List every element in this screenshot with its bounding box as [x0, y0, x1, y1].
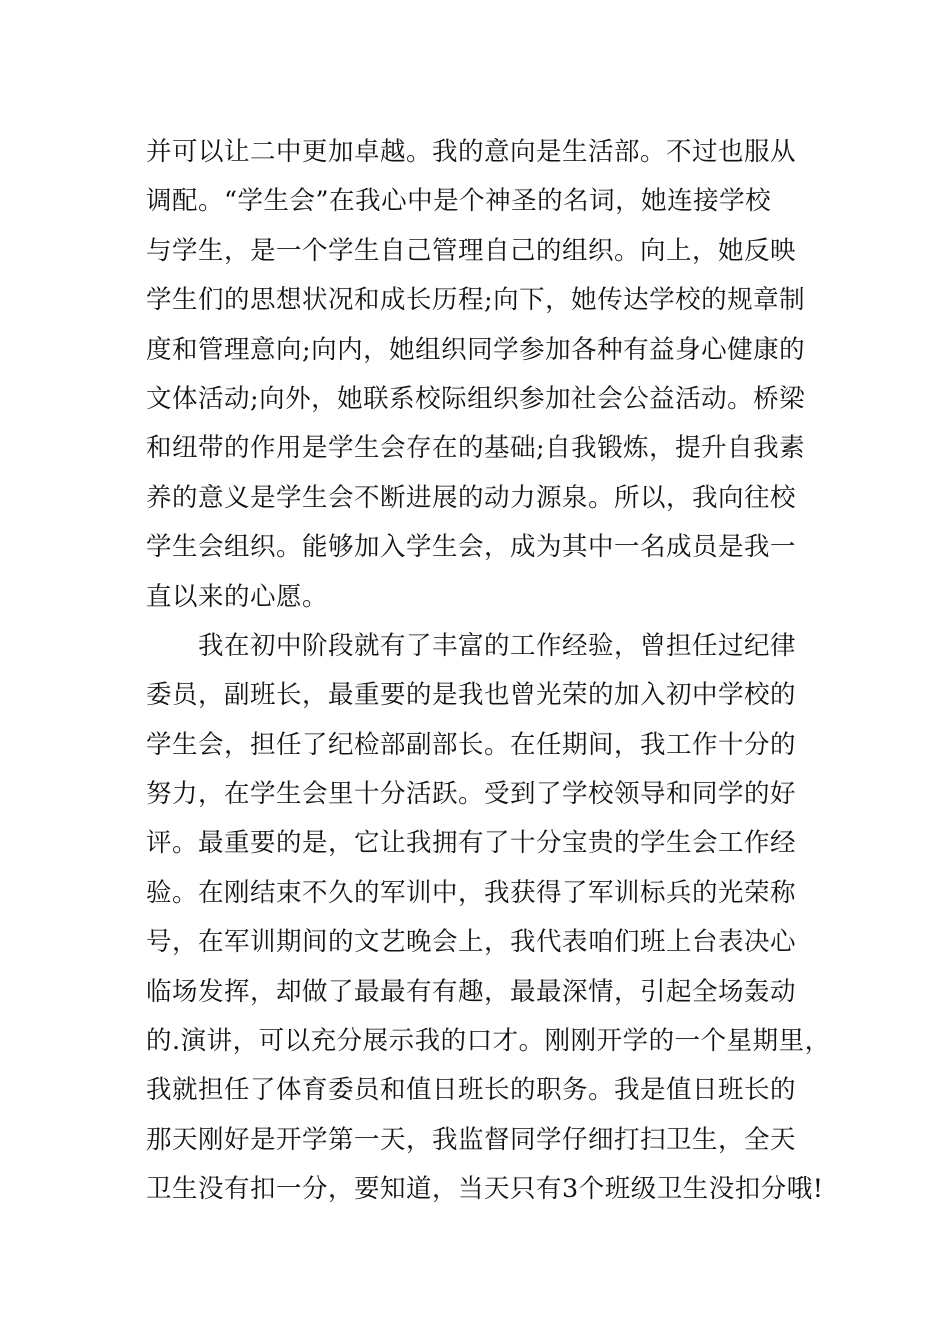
text-line: 的.演讲，可以充分展示我的口才。刚刚开学的一个星期里，	[146, 1026, 831, 1057]
text-line: 与学生，是一个学生自己管理自己的组织。向上，她反映	[146, 235, 797, 266]
text-line: 我就担任了体育委员和值日班长的职务。我是值日班长的	[146, 1075, 797, 1106]
text-line: 评。最重要的是，它让我拥有了十分宝贵的学生会工作经	[146, 828, 797, 859]
paragraph-1	[146, 128, 826, 622]
text-line: 调配。“学生会”在我心中是个神圣的名词，她连接学校	[146, 186, 772, 217]
text-line-indented: 我在初中阶段就有了丰富的工作经验，曾担任过纪律	[198, 630, 797, 661]
text-line: 并可以让二中更加卓越。我的意向是生活部。不过也服从	[146, 137, 797, 167]
body-text	[146, 128, 831, 1215]
text-line: 学生会，担任了纪检部副部长。在任期间，我工作十分的	[146, 729, 797, 760]
paragraph-2	[146, 622, 831, 1215]
text-line: 文体活动;向外，她联系校际组织参加社会公益活动。桥梁	[146, 383, 806, 414]
text-line: 学生们的思想状况和成长历程;向下，她传达学校的规章制	[146, 285, 806, 316]
text-line: 号，在军训期间的文艺晚会上，我代表咱们班上台表决心	[146, 927, 797, 958]
text-line: 和纽带的作用是学生会存在的基础;自我锻炼，提升自我素	[146, 433, 806, 464]
text-line: 临场发挥，却做了最最有有趣，最最深情，引起全场轰动	[146, 976, 797, 1007]
text-line: 那天刚好是开学第一天，我监督同学仔细打扫卫生，全天	[146, 1124, 797, 1155]
text-line: 卫生没有扣一分，要知道，当天只有3个班级卫生没扣分哦!	[146, 1174, 824, 1205]
text-line: 度和管理意向;向内，她组织同学参加各种有益身心健康的	[146, 334, 806, 365]
text-line: 委员，副班长，最重要的是我也曾光荣的加入初中学校的	[146, 680, 797, 711]
text-line: 验。在刚结束不久的军训中，我获得了军训标兵的光荣称	[146, 877, 797, 908]
text-line: 直以来的心愿。	[146, 581, 329, 612]
text-line: 学生会组织。能够加入学生会，成为其中一名成员是我一	[146, 532, 797, 563]
text-line: 努力，在学生会里十分活跃。受到了学校领导和同学的好	[146, 779, 797, 810]
text-line: 养的意义是学生会不断进展的动力源泉。所以，我向往校	[146, 482, 797, 513]
